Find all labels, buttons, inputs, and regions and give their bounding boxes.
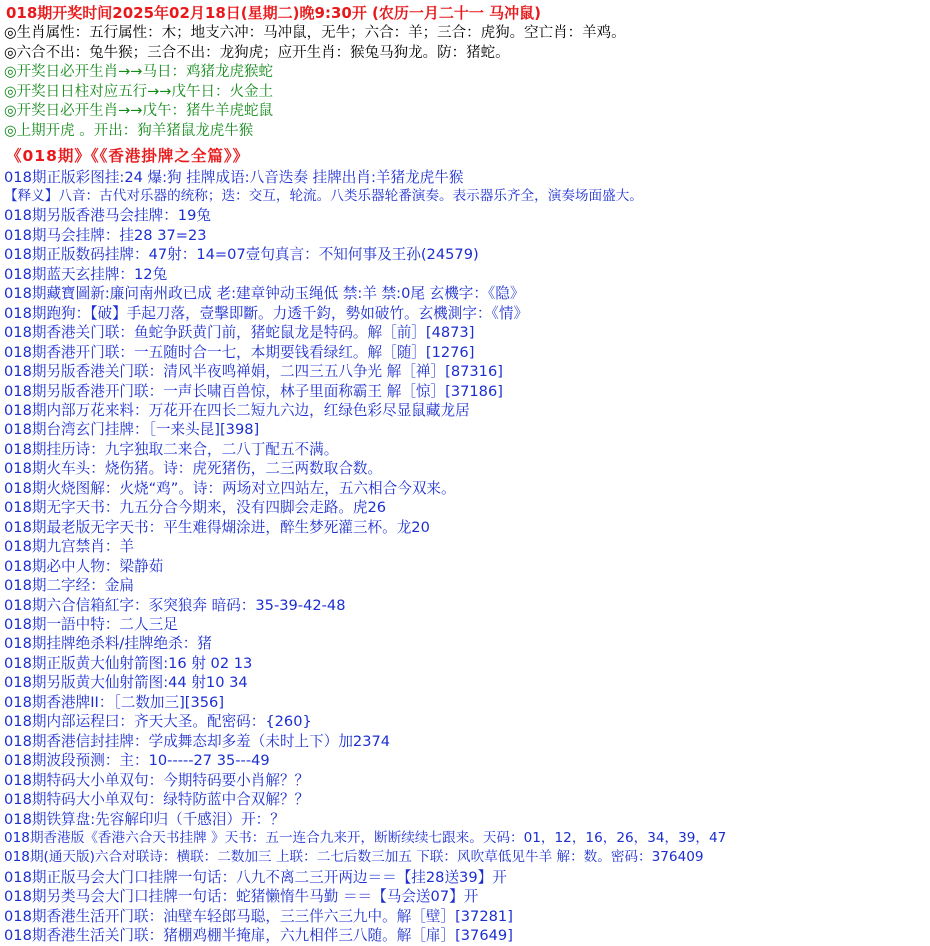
list-item: 018期特码大小单双句：绿特防蓝中合双解？？ [4, 791, 310, 809]
list-item: 018期二字经：金扁 [4, 577, 135, 595]
attribute-line-3: ◎开奖日必开生肖→→马日：鸡猪龙虎猴蛇 [4, 64, 273, 81]
list-item: 018期跑狗：【破】手起刀落，壹擊即斷。力透千鈞，勢如破竹。玄機測字：《情》 [4, 304, 529, 322]
list-item: 018期挂历诗：九字独取二来合，二八丁配五不满。 [4, 440, 339, 458]
list-item: 018期(通天版)六合对联诗：横联：二数加三 上联：二七后数三加五 下联：风吹草低见牛羊 解：数。密码：376409 [4, 849, 704, 866]
list-item: 018期铁算盘:先容解印归（千感泪）开：？ [4, 810, 285, 828]
list-item: 018期内部万花来料：万花开在四长二短九六边，红绿色彩尽显鼠藏龙居 [4, 402, 470, 419]
page-title: 《018期》《《香港掛牌之全篇》》 [6, 146, 250, 165]
bullet-icon-4: ◎ [4, 83, 17, 100]
bullet-icon-1: ◎ [4, 25, 17, 41]
bullet-icon-5: ◎ [4, 103, 17, 120]
items-list [0, 168, 930, 946]
list-item: 018期六合信箱紅字：豕突狼奔 暗码：35-39-42-48 [4, 596, 346, 614]
list-item: 018期无字天书：九五分合今期来，没有四脚会走路。虎26 [4, 499, 387, 517]
attribute-line-5: ◎开奖日必开生肖→→戊午：猪牛羊虎蛇鼠 [4, 103, 273, 120]
list-item: 018期藏寶圖新:廉问南州政已成 老:建章钟动玉绳低 禁:羊 禁:0尾 玄機字：《隐》 [4, 285, 525, 303]
list-item: 018期波段预测：主：10-----27 35---49 [4, 752, 270, 770]
list-item: 018期香港生活开门联：油壁车轻郎马聪，三三伴六三九中。解［壁］[37281] [4, 907, 513, 925]
list-item: 018期香港关门联：鱼蛇争跃黄门前，猪蛇鼠龙是特码。解［前］[4873] [4, 324, 475, 342]
list-item: 018期马会挂牌：挂28 37=23 [4, 226, 207, 244]
list-item: 018期正版彩图挂:24 爆:狗 挂牌成语:八音迭奏 挂牌出肖:羊猪龙虎牛猴 [4, 168, 464, 186]
list-item: 018期正版马会大门口挂牌一句话：八九不离二三开两边＝＝【挂28送39】开 [4, 868, 507, 886]
list-item: 018期挂牌绝杀料/挂牌绝杀：猪 [4, 635, 212, 653]
attribute-line-2: ◎六合不出：兔牛猴；三合不出：龙狗虎；应开生肖：猴兔马狗龙。防：猪蛇。 [4, 44, 510, 61]
list-item: 018期香港开门联：一五随时合一七，本期要钱看绿红。解［随］[1276] [4, 343, 475, 361]
list-item: 018期另版黄大仙射箭图:44 射10 34 [4, 674, 248, 692]
list-item: 018期蓝天玄挂牌：12兔 [4, 265, 168, 283]
draw-time-header: 018期开奖时间2025年02月18日(星期二)晚9:30开 (农历一月二十一 马冲鼠) [6, 4, 541, 22]
list-item: 018期内部运程曰：齐天大圣。配密码：{260} [4, 713, 312, 731]
list-item: 018期香港生活关门联：猪棚鸡棚半掩扉，六九相伴三八随。解［扉］[37649] [4, 927, 513, 945]
list-item: 018期必中人物：梁静茹 [4, 557, 164, 575]
list-item: 018期正版黄大仙射箭图:16 射 02 13 [4, 654, 253, 672]
attribute-line-1: ◎生肖属性：五行属性：木；地支六冲：马冲鼠，无牛；六合：羊；三合：虎狗。空亡肖：羊鸡。 [4, 25, 626, 41]
list-item: 【释义】八音：古代对乐器的统称；迭：交互，轮流。八类乐器轮番演奏。表示器乐齐全，演奏场面盛大。 [4, 188, 643, 205]
list-item: 018期最老版无字天书：平生难得煳涂进，醉生梦死灌三杯。龙20 [4, 518, 430, 536]
list-item: 018期另版香港马会挂牌：19兔 [4, 207, 211, 225]
list-item: 018期香港版《香港六合天书挂牌 》天书：五一连合九来开，断断续续七跟来。天码：01，12，16，26，34，39，47 [4, 829, 727, 846]
list-item: 018期另版香港开门联：一声长啸百兽惊，林子里面称霸王 解［惊］[37186] [4, 382, 503, 400]
attribute-line-4: ◎开奖日日柱对应五行→→戊午日：火金土 [4, 83, 273, 100]
bullet-icon-2: ◎ [4, 44, 17, 61]
list-item: 018期香港信封挂牌：学成舞态却多羞（未时上下）加2374 [4, 732, 391, 750]
list-item: 018期另类马会大门口挂牌一句话：蛇猪懒惰牛马勤 ＝＝【马会送07】开 [4, 888, 479, 906]
list-item: 018期九宫禁肖：羊 [4, 538, 135, 556]
list-item: 018期火车头：烧伤猪。诗：虎死猪伤，二三两数取合数。 [4, 460, 383, 478]
attribute-line-6: ◎上期开虎 。开出：狗羊猪鼠龙虎牛猴 [4, 122, 254, 139]
list-item: 018期台湾玄门挂牌：［一来头昆][398] [4, 421, 260, 439]
bullet-icon-6: ◎ [4, 122, 17, 139]
list-item: 018期正版数码挂牌：47射：14=07壹句真言：不知何事及王孙(24579) [4, 246, 479, 264]
list-item: 018期火烧图解：火烧“鸡”。诗：两场对立四站左，五六相合今双来。 [4, 479, 456, 497]
list-item: 018期特码大小单双句：今期特码要小肖解？？ [4, 771, 310, 789]
bullet-icon-3: ◎ [4, 64, 17, 81]
list-item: 018期另版香港关门联：清风半夜鸣禅娟，二四三五八争光 解［禅］[87316] [4, 363, 503, 381]
list-item: 018期香港牌II：［二数加三][356] [4, 693, 225, 711]
list-item: 018期一語中特：二人三足 [4, 615, 178, 633]
attributes-section [0, 24, 930, 142]
